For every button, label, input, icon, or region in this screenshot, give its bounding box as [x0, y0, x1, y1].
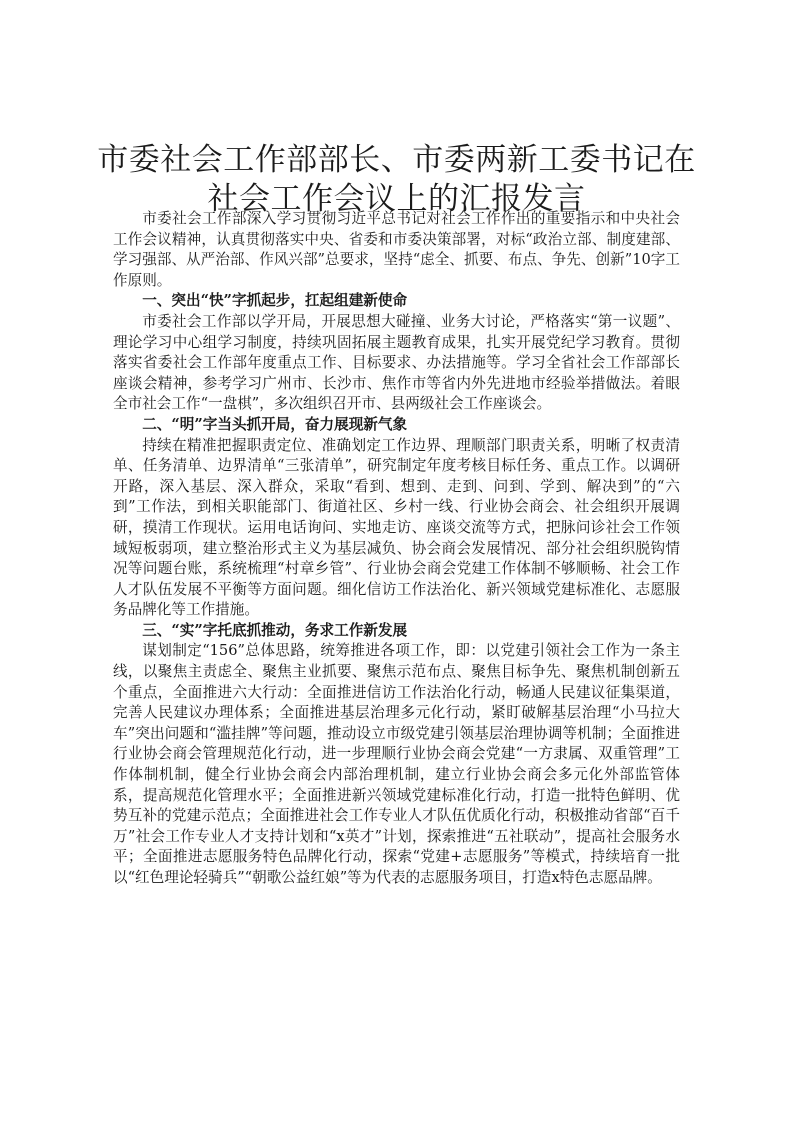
intro-paragraph: 市委社会工作部深入学习贯彻习近平总书记对社会工作作出的重要指示和中央社会工作会议精神，认真贯彻落实中央、省委和市委决策部署，对标“政治立部、制度建部、学习强部、从严治部、作风兴部”总要求，坚持“虑全、抓要、布点、争先、创新”10字工作原则。	[113, 210, 680, 289]
section-body-1: 市委社会工作部以学开局，开展思想大碰撞、业务大讨论，严格落实“第一议题”、理论学习中心组学习制度，持续巩固拓展主题教育成果，扎实开展党纪学习教育。贯彻落实省委社会工作部年度重点工作、目标要求、办法措施等。学习全省社会工作部部长座谈会精神，参考学习广州市、长沙市、焦作市等省内外先进地市经验举措做法。着眼全市社会工作“一盘棋”，多次组织召开市、县两级社会工作座谈会。	[113, 312, 680, 413]
document-title: 市委社会工作部部长、市委两新工委书记在社会工作会议上的汇报发言	[97, 142, 696, 217]
section-body-3: 谋划制定“156”总体思路，统筹推进各项工作，即：以党建引领社会工作为一条主线，以聚焦主责虑全、聚焦主业抓要、聚焦示范布点、聚焦目标争先、聚焦机制创新五个重点，全面推进六大行动：全面推进信访工作法治化行动，畅通人民建议征集渠道，完善人民建议办理体系；全面推进基层治理多元化行动，紧盯破解基层治理“小马拉大车”突出问题和“滥挂牌”等问题，推动设立市级党建引领基层治理协调等机制；全面推进行业协会商会管理规范化行动，进一步理顺行业协会商会党建“一方隶属、双重管理”工作体制机制，健全行业协会商会内部治理机制，建立行业协会商会多元化外部监管体系，提高规范化管理水平；全面推进新兴领域党建标准化行动，打造一批特色鲜明、优势互补的党建示范点；全面推进社会工作专业人才队伍优质化行动，积极推动省部“百千万”社会工作专业人才支持计划和“x英才”计划，探索推进“五社联动”，提高社会服务水平；全面推进志愿服务特色品牌化行动，探索“党建+志愿服务”等模式，持续培育一批以“红色理论轻骑兵”“朝歌公益红娘”等为代表的志愿服务项目，打造x特色志愿品牌。	[113, 642, 680, 886]
document-body	[113, 209, 680, 889]
section-heading-3: 三、“实”字托底抓推动，务求工作新发展	[142, 621, 408, 639]
section-heading-2: 二、“明”字当头抓开局，奋力展现新气象	[142, 415, 408, 433]
section-body-2: 持续在精准把握职责定位、准确划定工作边界、理顺部门职责关系，明晰了权责清单、任务清单、边界清单“三张清单”，研究制定年度考核目标任务、重点工作。以调研开路，深入基层、深入群众，采取“看到、想到、走到、问到、学到、解决到”的“六到”工作法，到相关职能部门、街道社区、乡村一线、行业协会商会、社会组织开展调研，摸清工作现状。运用电话询问、实地走访、座谈交流等方式，把脉问诊社会工作领域短板弱项，建立整治形式主义为基层减负、协会商会发展情况、部分社会组织脱钩情况等问题台账，系统梳理“村章乡管”、行业协会商会党建工作体制不够顺畅、社会工作人才队伍发展不平衡等方面问题。细化信访工作法治化、新兴领域党建标准化、志愿服务品牌化等工作措施。	[113, 436, 680, 619]
section-heading-1: 一、突出“快”字抓起步，扛起组建新使命	[142, 292, 408, 310]
